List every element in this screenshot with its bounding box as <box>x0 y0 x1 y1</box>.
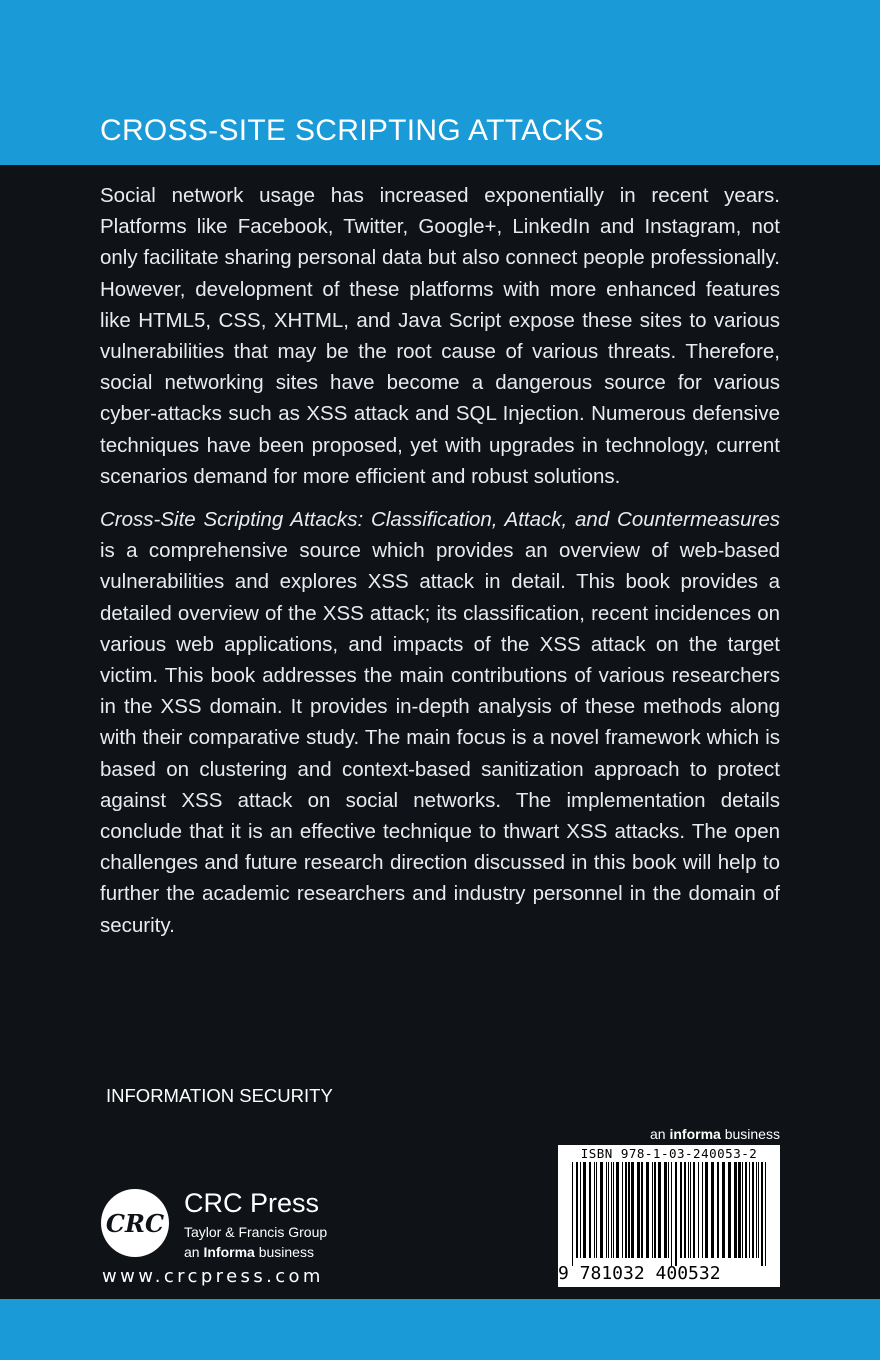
barcode-bar <box>608 1162 609 1258</box>
barcode-bar <box>765 1162 766 1266</box>
barcode-bar <box>702 1162 703 1258</box>
description-paragraph-1: Social network usage has increased exponentially in recent years. Platforms like Facebook, Twitter, Google+, LinkedIn and Instagram, not only facilitate sharing personal data but also connect people professionally. However, development of these platforms with more enhanced features like HTML5, CSS, XHTML, and Java Script expose these sites to various vulnerabilities that may be the root cause of various threats. Therefore, social networking sites have become a dangerous source for various cyber-attacks such as XSS attack and SQL Injection. Numerous defensive techniques have been proposed, yet with upgrades in technology, current scenarios demand for more efficient and robust solutions. <box>100 184 780 488</box>
barcode-bar <box>583 1162 586 1258</box>
barcode-bar <box>693 1162 695 1258</box>
isbn-barcode <box>558 1145 780 1287</box>
barcode-bar <box>690 1162 691 1258</box>
barcode-bar <box>580 1162 581 1258</box>
back-cover-description <box>100 180 780 953</box>
barcode-bar <box>738 1162 741 1258</box>
barcode-bar <box>671 1162 672 1266</box>
barcode-bar <box>628 1162 630 1258</box>
crc-logo-lettering: CRC <box>105 1209 165 1238</box>
barcode-bar <box>589 1162 591 1258</box>
barcode-bar <box>698 1162 699 1258</box>
barcode-bar <box>752 1162 754 1258</box>
barcode-bar <box>722 1162 725 1258</box>
barcode-bar <box>749 1162 750 1258</box>
barcode-bar <box>594 1162 595 1258</box>
barcode-bar <box>668 1162 669 1258</box>
publisher-name: CRC Press <box>184 1188 320 1218</box>
barcode-bar <box>745 1162 747 1258</box>
barcode-bar <box>728 1162 731 1258</box>
barcode-bar <box>711 1162 714 1258</box>
barcode-bar <box>717 1162 719 1258</box>
barcode-bar <box>758 1162 759 1258</box>
barcode-bar <box>622 1162 623 1258</box>
barcode-bar <box>625 1162 627 1258</box>
book-title: CROSS-SITE SCRIPTING ATTACKS <box>100 114 605 147</box>
publisher-group: Taylor & Francis Group <box>184 1224 328 1240</box>
barcode-bar <box>664 1162 667 1258</box>
barcode-bar <box>646 1162 649 1258</box>
publisher-block <box>100 1186 360 1296</box>
barcode-bar <box>616 1162 619 1258</box>
barcode-bar <box>756 1162 757 1258</box>
description-paragraph-2-text: is a comprehensive source which provides an overview of web-based vulnerabilities and explores XSS attack in detail. This book provides a detailed overview of the XSS attack; its classification, recent incidences on various web applications, and impacts of the XSS attack on the target victim. This book addresses the main contributions of various researchers in the XSS domain. It provides in-depth analysis of these methods along with their comparative study. The main focus is a novel framework which is based on clustering and context-based sanitization approach to protect against XSS attack on social networks. The implementation details conclude that it is an effective technique to thwart XSS attacks. The open challenges and future research direction discussed in this book will help to further the academic researchers and industry personnel in the domain of security. <box>100 539 780 937</box>
barcode-bar <box>688 1162 689 1258</box>
barcode-bar <box>684 1162 686 1258</box>
barcode-bar <box>637 1162 640 1258</box>
crc-press-logo-icon <box>100 1188 170 1258</box>
subject-category: INFORMATION SECURITY <box>106 1085 333 1106</box>
barcode-bar <box>680 1162 682 1258</box>
isbn-label: ISBN 978-1-03-240053-2 <box>580 1146 758 1161</box>
barcode-bar <box>600 1162 603 1258</box>
barcode-bar <box>606 1162 607 1258</box>
bottom-color-band <box>0 1299 880 1360</box>
barcode-bar <box>596 1162 597 1258</box>
barcode-bar <box>631 1162 634 1258</box>
barcode-bar <box>613 1162 614 1258</box>
barcode-bar <box>742 1162 743 1258</box>
book-full-title: Cross-Site Scripting Attacks: Classification, Attack, and Countermeasures <box>100 508 780 532</box>
publisher-tagline: an Informa business <box>184 1244 314 1260</box>
barcode-bar <box>611 1162 612 1258</box>
barcode-bar <box>641 1162 643 1258</box>
barcode-bar <box>652 1162 653 1258</box>
barcode-bar <box>576 1162 578 1258</box>
barcode-bar <box>761 1162 763 1266</box>
barcode-bars <box>558 1162 780 1272</box>
barcode-bar <box>705 1162 708 1258</box>
description-paragraph-2 <box>100 504 780 941</box>
barcode-bar <box>658 1162 661 1258</box>
ean-digits: 9 781032 400532 <box>558 1263 721 1284</box>
publisher-website: www.crcpress.com <box>102 1266 324 1287</box>
barcode-bar <box>675 1162 677 1266</box>
barcode-bar <box>654 1162 656 1258</box>
informa-business-label: an informa business <box>650 1126 780 1142</box>
barcode-bar <box>734 1162 737 1258</box>
barcode-bar <box>572 1162 573 1266</box>
